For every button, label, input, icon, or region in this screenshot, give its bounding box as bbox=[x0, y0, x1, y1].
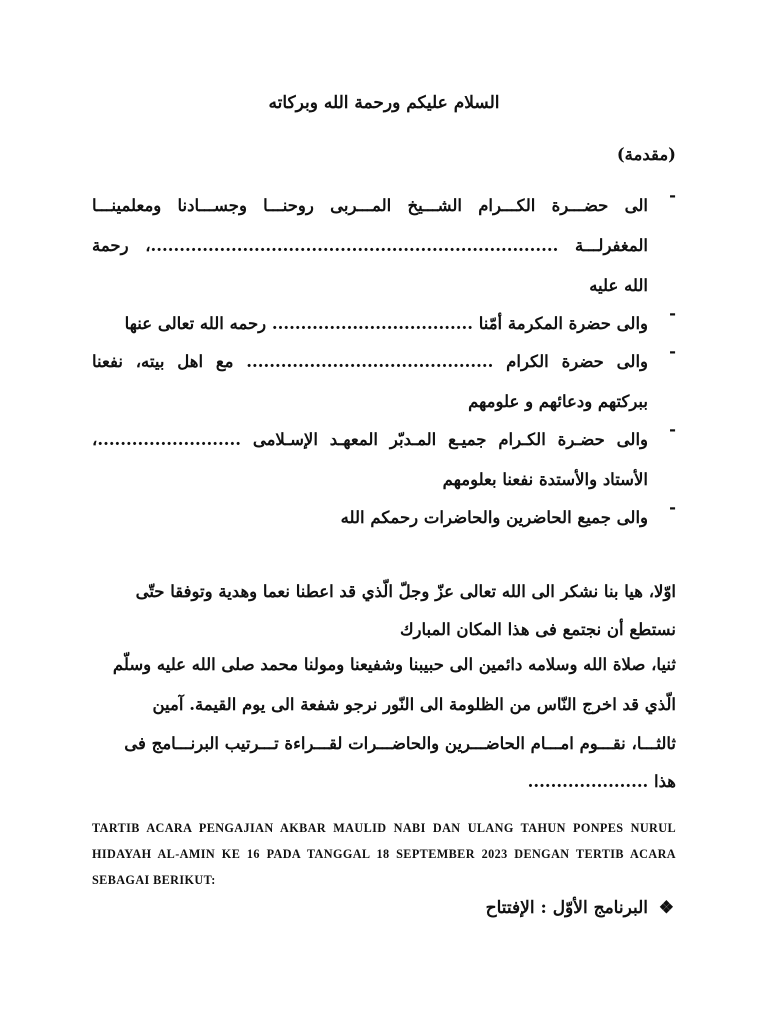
bullet-dash: - bbox=[669, 186, 676, 205]
bullet-item bbox=[92, 498, 676, 538]
bullet-dash: - bbox=[669, 304, 676, 323]
paragraph-line: نستطع أن نجتمع فى هذا المكان المبارك bbox=[399, 620, 676, 639]
bullet-item bbox=[92, 186, 676, 306]
bullet-text: والى حضـرة الكـرام جميـع المـدبّر المعهـد الإسـلامى .........................، الأستاد والأستدة نفعنا بعلومهم bbox=[92, 430, 648, 489]
paragraph-line: هذا ..................... bbox=[527, 772, 676, 791]
paragraph-line: الّذي قد اخرج النّاس من الظلومة الى النّور نرجو شفعة الى يوم القيمة. آمين bbox=[152, 695, 676, 714]
bullet-dash: - bbox=[669, 498, 676, 517]
bullet-item bbox=[92, 420, 676, 500]
bullet-text: والى حضرة المكرمة أمّنا ................................... رحمه الله تعالى عنها bbox=[124, 314, 648, 333]
bullet-dash: - bbox=[669, 420, 676, 439]
bullet-text: الى حضـــرة الكـــرام الشـــيخ المـــربى روحنـــا وجســـادنا ومعلمينـــا المغفرلـــة .......................................................................، رحمة الله عليه bbox=[92, 196, 648, 295]
greeting-heading: السلام عليكم ورحمة الله وبركاته bbox=[268, 93, 500, 113]
paragraph-line: ثنيا، صلاة الله وسلامه دائمين الى حبيبنا وشفيعنا ومولنا محمد صلى الله عليه وسلّم bbox=[112, 655, 676, 674]
agenda-item bbox=[485, 898, 674, 918]
paragraph-line: اوّلا، هيا بنا نشكر الى الله تعالى عزّ وجلّ الّذي قد اعطنا نعما وهدية وتوفقا حتّى bbox=[135, 582, 676, 601]
diamond-bullet-icon: ❖ bbox=[658, 898, 674, 918]
intro-label: (مقدمة) bbox=[616, 145, 676, 164]
bullet-dash: - bbox=[669, 342, 676, 361]
bullet-item bbox=[92, 304, 676, 344]
bullet-text: والى جميع الحاضرين والحاضرات رحمكم الله bbox=[340, 508, 648, 527]
bullet-text: والى حضرة الكرام ........................................... مع اهل بيته، نفعنا ببركتهم ودعائهم و علومهم bbox=[92, 352, 648, 411]
event-title-latin: TARTIB ACARA PENGAJIAN AKBAR MAULID NABI DAN ULANG TAHUN PONPES NURUL HIDAYAH AL-AMIN KE 16 PADA TANGGAL 18 SEPTEMBER 2023 DENGAN TERTIB ACARA SEBAGAI BERIKUT: bbox=[92, 821, 676, 887]
agenda-item-text: البرنامج الأوّل : الإفتتاح bbox=[485, 898, 648, 918]
bullet-item bbox=[92, 342, 676, 422]
paragraph-line: ثالثـــا، نقـــوم امـــام الحاضـــرين والحاضـــرات لقـــراءة تـــرتيب البرنـــامج فى bbox=[124, 734, 676, 753]
